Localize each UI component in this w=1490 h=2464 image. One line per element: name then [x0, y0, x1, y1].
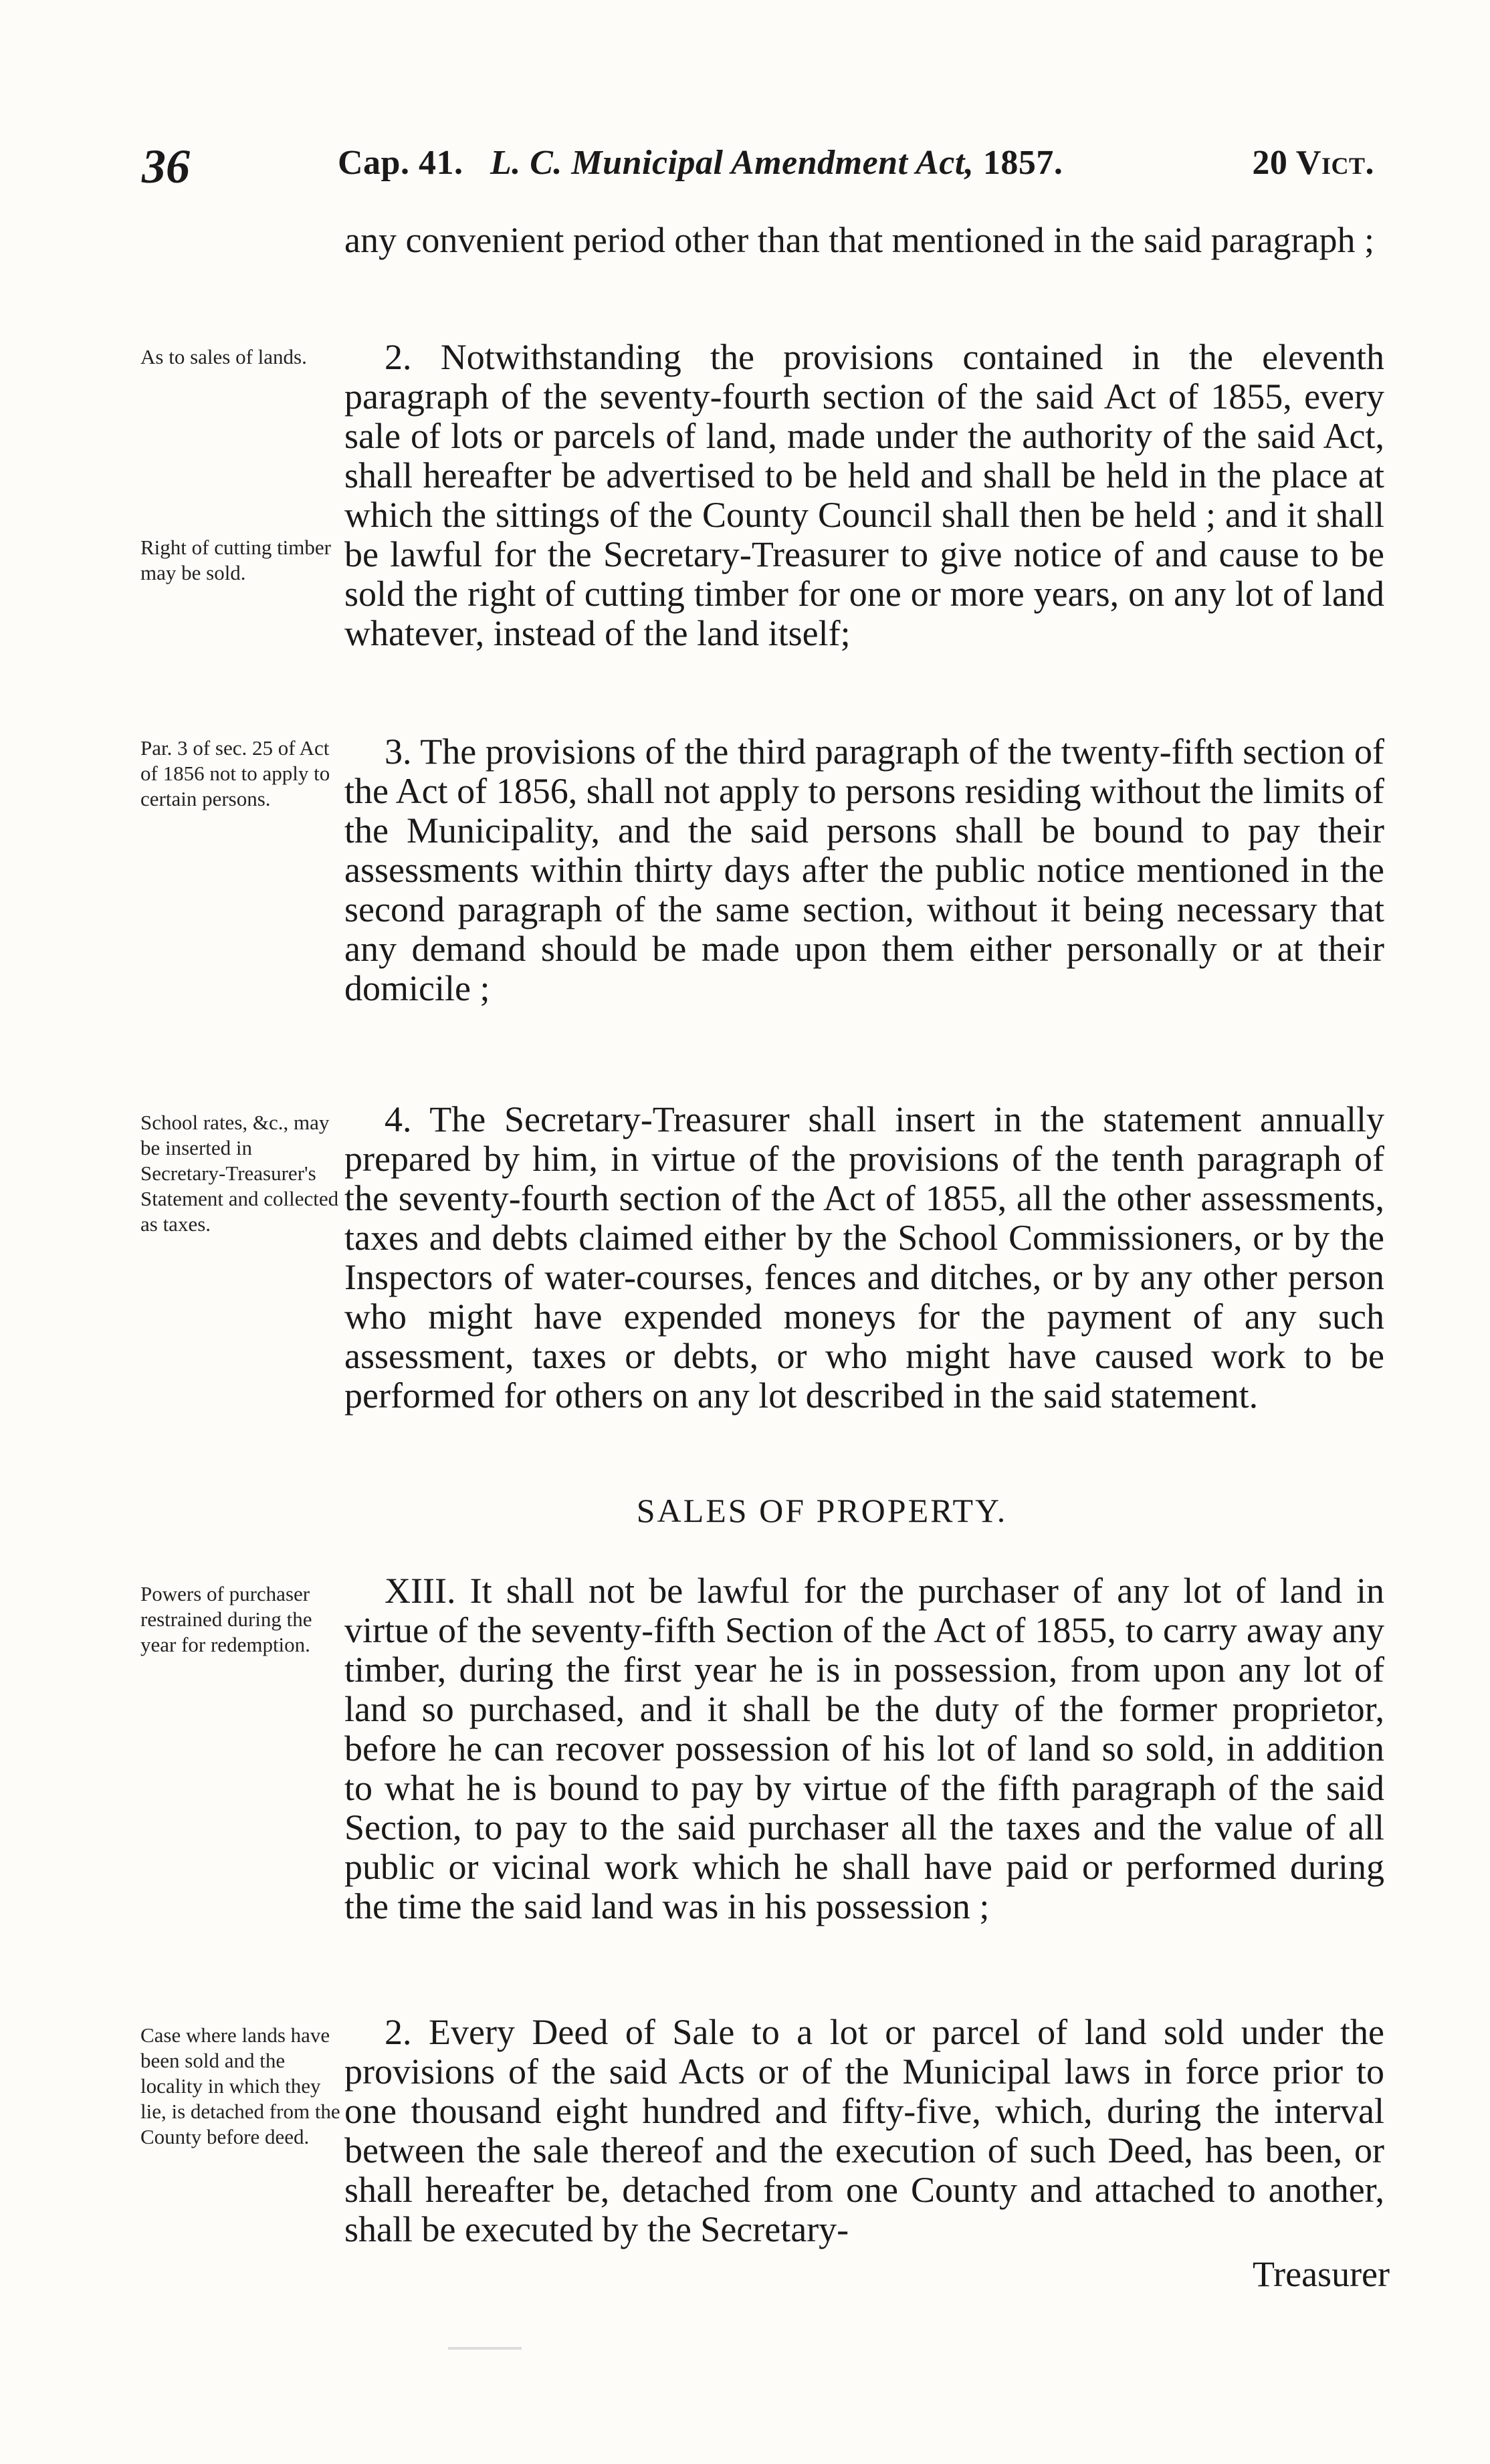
running-title: [338, 143, 1374, 183]
paragraph-text: 2. Every Deed of Sale to a lot or parcel of land sold under the provisions of the said Acts or of the Municipal laws in force prior to one thousand eight hundred and fifty-five, which, during the interval between the sale thereof and the execution of such Deed, has been, or shall hereafter be, detached from one County and attached to another, shall be executed by the Secretary-: [344, 2012, 1384, 2249]
margin-note-cutting-timber: [140, 535, 341, 586]
print-smudge: [448, 2347, 522, 2350]
section-paragraph-4: [344, 1100, 1384, 1416]
paragraph-text: 3. The provisions of the third paragraph of the twenty-fifth section of the Act of 1856, shall not apply to persons residing without the limits of the Municipality, and the said persons shall be bound to pay their assessments within thirty days after the public notice mentioned in the second paragraph of the same section, without it being necessary that any demand should be made upon them either personally or at their domicile ;: [344, 732, 1384, 1008]
margin-note-text: School rates, &c., may be inserted in Secretary-Treasurer's Statement and collected as taxes.: [140, 1111, 339, 1236]
margin-note-text: Powers of purchaser restrained during the year for redemption.: [140, 1582, 312, 1656]
margin-note-sales-of-lands: [140, 344, 341, 370]
catchword: Treasurer: [1253, 2254, 1390, 2294]
section-paragraph-2: [344, 338, 1384, 653]
paragraph-text: 4. The Secretary-Treasurer shall insert in the statement annually prepared by him, in virtue of the provisions of the tenth paragraph of the seventy-fourth section of the Act of 1855, all the other assessments, taxes and debts claimed either by the School Commissioners, or by the Inspectors of water-courses, fences and ditches, or by any other person who might have expended moneys for the payment of any such assessment, taxes or debts, or who might have caused work to be performed for others on any lot described in the said statement.: [344, 1099, 1384, 1416]
section-heading: SALES OF PROPERTY.: [636, 1492, 1008, 1529]
margin-note-text: Right of cutting timber may be sold.: [140, 536, 331, 584]
margin-note-lands-detached: [140, 2023, 341, 2150]
margin-note-text: Case where lands have been sold and the locality in which they lie, is detached from the County before deed.: [140, 2023, 340, 2148]
continuation-text: any convenient period other than that mentioned in the said paragraph ;: [344, 220, 1375, 260]
margin-note-powers-of-purchaser: [140, 1581, 341, 1658]
margin-note-school-rates: [140, 1110, 341, 1237]
paragraph-text: XIII. It shall not be lawful for the purchaser of any lot of land in virtue of the seventy-fifth Section of the Act of 1855, to carry away any timber, during the first year he is in possession, from upon any lot of land so purchased, and it shall be the duty of the former proprietor, before he can recover possession of his lot of land so sold, in addition to what he is bound to pay by virtue of the fifth paragraph of the said Section, to pay to the said purchaser all the taxes and the value of all public or vicinal work which he shall have paid or performed during the time the said land was in his possession ;: [344, 1571, 1384, 1926]
section-paragraph-3: [344, 732, 1384, 1008]
section-paragraph-xiii-2: [344, 2013, 1384, 2249]
paragraph-text: 2. Notwithstanding the provisions contained in the eleventh paragraph of the seventy-fourth section of the said Act of 1855, every sale of lots or parcels of land, made under the authority of the said Act, shall hereafter be advertised to be held and shall be held in the place at which the sittings of the County Council shall then be held ; and it shall be lawful for the Secretary-Treasurer to give notice of and cause to be sold the right of cutting timber for one or more years, on any lot of land whatever, instead of the land itself;: [344, 337, 1384, 653]
act-year: 1857.: [982, 144, 1063, 182]
page-number: 36: [142, 140, 190, 193]
chapter-label: Cap. 41.: [338, 144, 463, 182]
running-header: [0, 139, 1490, 193]
margin-note-par-3: [140, 736, 341, 812]
margin-note-text: Par. 3 of sec. 25 of Act of 1856 not to apply to certain persons.: [140, 736, 330, 810]
continuation-paragraph: [344, 221, 1384, 260]
margin-note-text: As to sales of lands.: [140, 345, 307, 368]
regnal-year: 20 Vict.: [1252, 144, 1374, 182]
section-paragraph-xiii: [344, 1571, 1384, 1926]
act-title: L. C. Municipal Amendment Act,: [490, 144, 974, 182]
